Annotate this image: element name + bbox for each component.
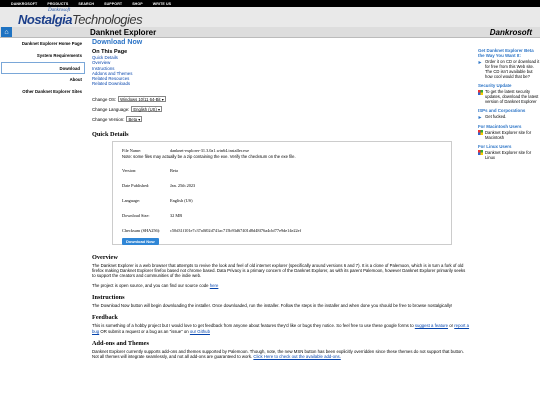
detail-version [122,168,442,174]
security-title[interactable]: Security Update [478,83,512,88]
instructions-heading: Instructions [92,293,125,301]
detail-label: Download Size: [122,212,150,218]
change-language-label: Change Language: [92,106,130,112]
main-content [92,39,470,359]
detail-value: English (US) [170,197,193,203]
link-quick-details[interactable]: Quick Details [92,55,118,60]
chevron-down-icon: ▾ [138,117,141,123]
windows-logo-icon [478,130,483,135]
chevron-down-icon: ▾ [161,97,164,103]
mac-row [478,130,540,140]
arrow-icon [478,115,483,120]
leftnav-home[interactable]: Danknet Explorer Home Page [21,41,82,46]
linux-text[interactable]: Danknet Explorer site for Linux [485,149,532,160]
detail-language [122,198,442,204]
link-related-downloads[interactable]: Related Downloads [92,81,131,87]
source-code-link[interactable]: here [209,282,219,288]
detail-label: Version: [122,167,137,173]
topnav-products[interactable]: PRODUCTS [47,1,69,6]
mac-block [478,124,540,140]
leftnav-about[interactable]: About [69,77,82,82]
change-os-row [92,96,470,103]
addons-heading: Add-ons and Themes [92,339,149,347]
page-header-bar [0,27,540,38]
feedback-heading: Feedback [92,314,118,322]
change-language-row [92,106,470,113]
isps-block [478,108,540,120]
logo-technologies: Technologies [72,12,143,27]
get-it-block [478,48,540,79]
change-version-label: Change Version: [92,116,125,122]
overview-source-text [92,283,470,288]
topnav-write-us[interactable]: WRITE US [152,1,172,6]
linux-block [478,144,540,160]
change-os-value: Windows 10/11 64-Bit [120,97,161,103]
addons-link[interactable]: Click Here to check out the available add-ons. [253,354,341,360]
topnav-shop[interactable]: SHOP [132,1,143,6]
windows-logo-icon [478,150,483,155]
detail-checksum [122,228,442,234]
change-language-select[interactable] [131,106,162,112]
linux-row [478,150,540,160]
get-it-row [478,59,540,79]
shield-icon [478,90,483,95]
left-navigation [0,38,86,98]
github-link[interactable]: our Github [189,328,210,334]
mac-title[interactable]: For Macintosh Users [478,123,522,129]
feedback-mid: OR submit a request or a bug as an "issue" on [99,328,190,334]
link-instructions[interactable]: Instructions [92,65,115,71]
home-icon[interactable]: ⌂ [1,27,12,37]
link-addons-themes[interactable]: Addons and Themes [92,70,133,76]
topnav-search[interactable]: SEARCH [78,1,95,6]
change-os-label: Change OS: [92,96,117,102]
site-banner [0,7,540,27]
change-version-row [92,116,470,123]
detail-value: danknet-explorer-31.3.0a1.win64.installer.exe [170,147,250,153]
overview-heading: Overview [92,253,118,261]
security-block [478,83,540,104]
link-related-resources[interactable]: Related Resources [92,76,130,82]
leftnav-other-sites[interactable]: Other Danknet Explorer Sites [22,89,82,94]
overview-source-prefix: The project is open source, and you can find our source code [92,282,210,288]
feedback-text [92,323,470,334]
detail-label: Language: [122,197,141,203]
right-sidebar [478,48,540,164]
isps-title[interactable]: ISPs and Corporations [478,108,526,113]
overview-text: The Danknet Explorer is a web browser that attempts to revive the look and feel of old internet explorer (specifically around versions 6 and 7). It is a clone of Palemoon, which is in turn a fork of old firefox making Danknet Explorer firefox based not chrome based. Data Privacy is a primary concern of the Danknet Explorer, as with its parent Palemoon, however Danknet Explorer primarily seeks to support the creators and communities of the indie web. [92,262,466,279]
on-this-page-links [92,55,470,87]
addons-prefix: Danknet Explorer currently supports add-ons and themes supported by Palemoon. Though, note, the new MSN button has been explicitly overridden since these themes do not support that button. Not all themes will integrate seamlessly, and not all add-ons are guaranteed to work. [92,348,464,360]
feedback-or: or [448,323,455,329]
download-now-button[interactable]: Download Now [122,238,159,245]
mac-text[interactable]: Danknet Explorer site for Macintosh [485,129,532,140]
suggest-feature-link[interactable]: suggest a feature [414,323,449,329]
get-it-title[interactable]: Get Danknet Explorer Beta the Way You Want It: [478,48,534,58]
link-overview[interactable]: Overview [92,60,111,66]
logo-main-text [18,12,142,27]
detail-download-size [122,213,442,219]
detail-label: Date Published: [122,182,150,188]
topnav-support[interactable]: SUPPORT [104,1,123,6]
file-note: Note: some files may actually be a zip containing the exe. Verify the checksum on the exe file. [122,153,296,159]
feedback-prefix: This is something of a hobby project but I would love to get feedback from anyone about features they'd like or bugs they notice. So feel free to use these google forms to [92,323,415,329]
logo-small-text: Dankrosoft [48,8,71,13]
get-it-text: Order it on CD or download it for free from this Web site. The CD isn't available but how cool would that be? [485,59,540,79]
isps-row [478,114,540,120]
brand-name: Dankrosoft [489,28,532,37]
instructions-text: The Download Now button will begin downloading the installer. Once downloaded, run the installer. Follow the steps in the installer and when done you should be free to browse nostalgically! [92,302,453,308]
detail-value: Jan. 25th 2023 [170,182,196,188]
logo-nostalgia: Nostalgia [18,12,73,27]
isps-link[interactable]: Get fucked. [485,114,507,119]
detail-value: c50d31f101e7c37a0f02d741ac715b93d67401d8d48f76a4cbf77e9de14e22ef [170,227,302,233]
download-title: Download Now [92,39,143,46]
on-this-page-heading: On This Page [92,49,128,55]
linux-title[interactable]: For Linux Users [478,143,512,149]
quick-details-box [112,141,452,245]
detail-value: Beta [170,167,178,173]
detail-date-published [122,183,442,189]
chevron-down-icon: ▾ [158,107,161,113]
arrow-icon [478,60,483,65]
change-version-select[interactable] [126,116,142,122]
detail-label: File Name: [122,147,142,153]
leftnav-system-requirements[interactable]: System Requirements [36,53,82,58]
addons-text [92,349,470,360]
leftnav-download[interactable]: Download [1,62,85,74]
topnav-dankrosoft[interactable]: DANKROSOFT [11,1,38,6]
security-text: To get the latest security updates, download the latest version of Danknet Explorer [485,89,539,104]
change-os-select[interactable] [118,96,166,102]
change-version-value: Beta [128,117,138,123]
change-language-value: English (US) [133,107,157,113]
report-bug-link[interactable]: report a bug [92,323,470,334]
detail-value: 32 MB [170,212,183,218]
top-navigation [0,0,540,7]
quick-details-heading: Quick Details [92,130,129,138]
detail-label: Checksum (SHA256): [122,227,161,233]
change-controls [92,96,470,123]
page-title: Danknet Explorer [90,28,157,37]
security-row [478,89,540,104]
